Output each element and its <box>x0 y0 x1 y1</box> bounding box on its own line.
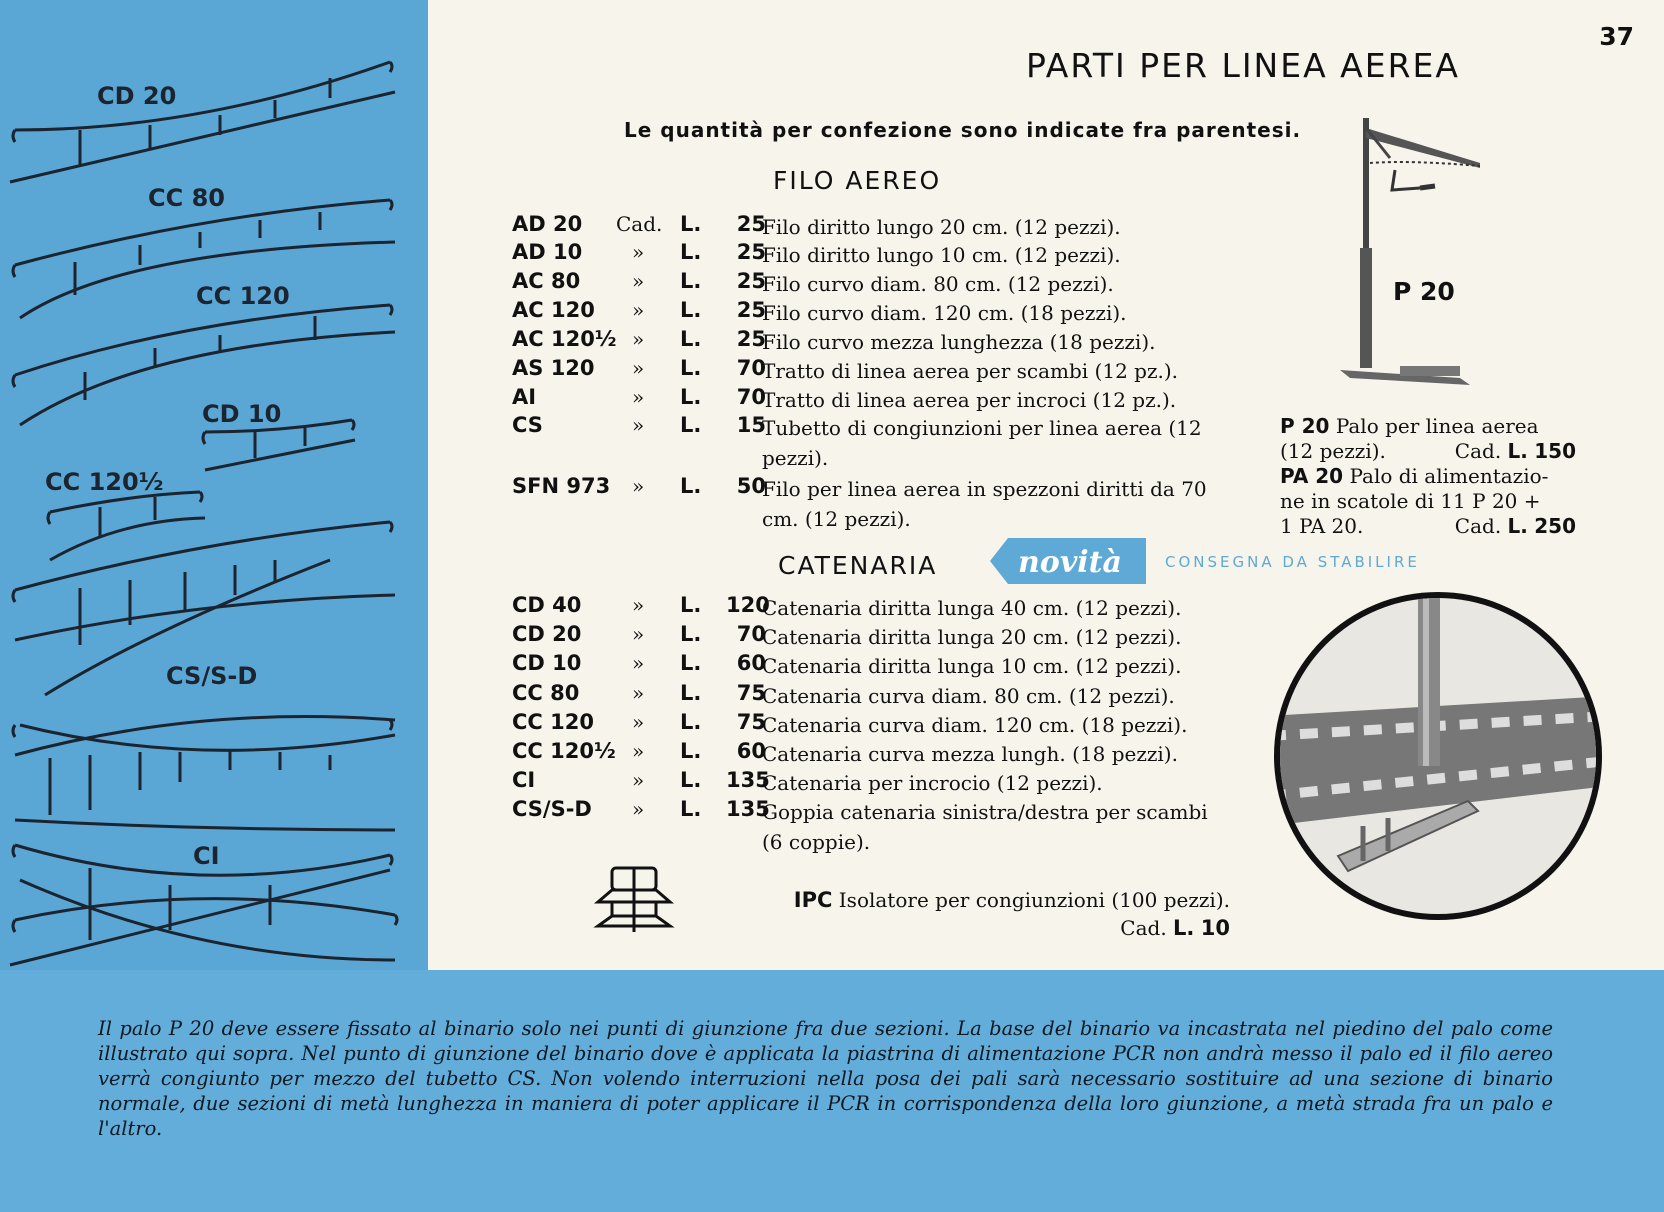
price: 120 <box>726 593 770 617</box>
installation-note: Il palo P 20 deve essere fissato al binario solo nei punti di giunzione fra due sezioni. La base del binario va incastrata nel piedino del palo come illustrato qui sopra. Nel punto di giunzione del binario dove è applicata la piastrina di alimentazione PCR non andrà messo il palo ed il filo aereo verrà congiunto per mezzo del tubetto CS. Non volendo interruzioni nella posa dei pali sarà necessario sostituire ad una sezione di binario normale, due sezioni di metà lunghezza in maniera di poter applicare il PCR in corrispondenza della loro giunzione, a metà strada fra un palo e l'altro. <box>98 1017 1553 1140</box>
product-code: CI <box>512 768 536 792</box>
unit-label: » <box>632 797 645 821</box>
description: Filo curvo diam. 80 cm. (12 pezzi). <box>762 272 1114 296</box>
p20-currency: L. <box>1507 439 1528 463</box>
description: Goppia catenaria sinistra/destra per scambi (6 coppie). <box>762 800 1208 854</box>
diagram-label-cc120half: CC 120½ <box>45 468 164 496</box>
currency: L. <box>680 593 702 617</box>
diagram-label-cssd: CS/S-D <box>166 662 258 690</box>
unit-label: » <box>632 739 645 763</box>
currency: L. <box>680 622 702 646</box>
page-title: PARTI PER LINEA AEREA <box>1026 46 1460 85</box>
currency: L. <box>680 474 702 498</box>
unit-label: » <box>632 385 645 409</box>
p20-text-2: (12 pezzi). <box>1280 439 1386 463</box>
currency: L. <box>680 651 702 675</box>
currency: L. <box>680 212 702 236</box>
currency: L. <box>680 739 702 763</box>
section-heading-catenaria: CATENARIA <box>778 551 938 580</box>
product-row <box>512 474 1242 534</box>
product-code: CC 80 <box>512 681 580 705</box>
ipc-description: Isolatore per congiunzioni (100 pezzi). <box>838 888 1230 912</box>
unit-label: » <box>632 240 645 264</box>
price: 135 <box>726 797 770 821</box>
ipc-price: 10 <box>1200 916 1230 940</box>
quantity-note: Le quantità per confezione sono indicate fra parentesi. <box>624 118 1302 142</box>
unit-label: » <box>632 327 645 351</box>
ipc-currency: L. <box>1173 916 1195 940</box>
price: 70 <box>736 356 766 380</box>
description: Catenaria diritta lunga 20 cm. (12 pezzi). <box>762 625 1182 649</box>
currency: L. <box>680 327 702 351</box>
novita-badge <box>990 538 1146 584</box>
pa20-unit: Cad. <box>1454 514 1502 538</box>
unit-label: Cad. <box>616 212 663 236</box>
description: Catenaria diritta lunga 10 cm. (12 pezzi). <box>762 654 1182 678</box>
product-row <box>512 240 1242 268</box>
pa20-code: PA 20 <box>1280 464 1344 488</box>
page-number: 37 <box>1599 22 1634 51</box>
p20-label: P 20 <box>1393 277 1455 306</box>
currency: L. <box>680 768 702 792</box>
diagram-label-ci: CI <box>193 842 220 870</box>
product-row <box>512 681 1242 709</box>
p20-unit: Cad. <box>1454 439 1502 463</box>
pa20-currency: L. <box>1507 514 1528 538</box>
price: 60 <box>736 651 766 675</box>
ipc-unit: Cad. <box>1120 916 1167 940</box>
product-row <box>512 768 1242 796</box>
description: Catenaria curva diam. 80 cm. (12 pezzi). <box>762 684 1175 708</box>
novita-badge-text: novità <box>1018 545 1122 580</box>
product-code: SFN 973 <box>512 474 611 498</box>
product-row <box>512 212 1242 240</box>
currency: L. <box>680 681 702 705</box>
unit-label: » <box>632 269 645 293</box>
product-code: CD 20 <box>512 622 582 646</box>
price: 25 <box>736 269 766 293</box>
price: 25 <box>736 240 766 264</box>
price: 75 <box>736 710 766 734</box>
product-code: AC 120 <box>512 298 595 322</box>
product-code: AS 120 <box>512 356 595 380</box>
description: Catenaria diritta lunga 40 cm. (12 pezzi). <box>762 596 1182 620</box>
unit-label: » <box>632 651 645 675</box>
unit-label: » <box>632 768 645 792</box>
unit-label: » <box>632 681 645 705</box>
p20-price: 150 <box>1534 439 1576 463</box>
description: Catenaria curva mezza lungh. (18 pezzi). <box>762 742 1178 766</box>
price: 25 <box>736 212 766 236</box>
product-code: CD 40 <box>512 593 582 617</box>
p20-code: P 20 <box>1280 414 1330 438</box>
product-code: CS/S-D <box>512 797 592 821</box>
product-row <box>512 797 1242 857</box>
currency: L. <box>680 240 702 264</box>
price: 70 <box>736 385 766 409</box>
product-row <box>512 651 1242 679</box>
description: Tratto di linea aerea per incroci (12 pz.). <box>762 388 1177 412</box>
currency: L. <box>680 710 702 734</box>
product-row <box>512 327 1242 355</box>
diagram-label-cc120: CC 120 <box>196 282 290 310</box>
p20-description <box>1280 414 1576 539</box>
product-row <box>512 385 1242 413</box>
currency: L. <box>680 356 702 380</box>
unit-label: » <box>632 710 645 734</box>
price: 25 <box>736 327 766 351</box>
unit-label: » <box>632 593 645 617</box>
pa20-text-1: Palo di alimentazio- <box>1349 464 1549 488</box>
unit-label: » <box>632 622 645 646</box>
currency: L. <box>680 298 702 322</box>
description: Catenaria per incrocio (12 pezzi). <box>762 771 1103 795</box>
description: Filo curvo mezza lunghezza (18 pezzi). <box>762 330 1156 354</box>
product-code: AI <box>512 385 537 409</box>
diagram-label-cd10: CD 10 <box>202 400 282 428</box>
product-row <box>512 622 1242 650</box>
price: 15 <box>736 413 766 437</box>
delivery-note: CONSEGNA DA STABILIRE <box>1165 553 1420 571</box>
product-code: AC 80 <box>512 269 581 293</box>
unit-label: » <box>632 298 645 322</box>
diagram-label-cc80: CC 80 <box>148 184 225 212</box>
product-code: CC 120 <box>512 710 594 734</box>
diagram-label-cd20: CD 20 <box>97 82 177 110</box>
unit-label: » <box>632 356 645 380</box>
price: 60 <box>736 739 766 763</box>
description: Catenaria curva diam. 120 cm. (18 pezzi). <box>762 713 1188 737</box>
product-code: AD 20 <box>512 212 583 236</box>
product-code: AD 10 <box>512 240 583 264</box>
product-row <box>512 356 1242 384</box>
product-row <box>512 269 1242 297</box>
product-row <box>512 593 1242 621</box>
unit-label: » <box>632 474 645 498</box>
product-code: CC 120½ <box>512 739 616 763</box>
unit-label: » <box>632 413 645 437</box>
price: 135 <box>726 768 770 792</box>
p20-text-1: Palo per linea aerea <box>1335 414 1539 438</box>
product-code: CD 10 <box>512 651 582 675</box>
pa20-text-3: 1 PA 20. <box>1280 514 1364 538</box>
ipc-block <box>760 886 1230 942</box>
track-detail-photo <box>1268 586 1608 926</box>
currency: L. <box>680 269 702 293</box>
product-code: AC 120½ <box>512 327 617 351</box>
price: 25 <box>736 298 766 322</box>
pa20-price: 250 <box>1534 514 1576 538</box>
description: Tratto di linea aerea per scambi (12 pz.). <box>762 359 1179 383</box>
description: Filo diritto lungo 20 cm. (12 pezzi). <box>762 215 1121 239</box>
section-heading-filo: FILO AEREO <box>773 166 942 195</box>
ipc-code: IPC <box>793 888 833 912</box>
description: Filo curvo diam. 120 cm. (18 pezzi). <box>762 301 1127 325</box>
pa20-text-2: ne in scatole di 11 P 20 + <box>1280 489 1541 513</box>
currency: L. <box>680 413 702 437</box>
insulator-icon <box>594 862 674 932</box>
currency: L. <box>680 797 702 821</box>
currency: L. <box>680 385 702 409</box>
description: Filo per linea aerea in spezzoni diritti da 70 cm. (12 pezzi). <box>762 477 1207 531</box>
description: Filo diritto lungo 10 cm. (12 pezzi). <box>762 243 1121 267</box>
price: 75 <box>736 681 766 705</box>
product-code: CS <box>512 413 543 437</box>
price: 50 <box>736 474 766 498</box>
product-row <box>512 710 1242 738</box>
price: 70 <box>736 622 766 646</box>
product-row <box>512 413 1242 473</box>
description: Tubetto di congiunzioni per linea aerea (12 pezzi). <box>762 416 1202 470</box>
product-row <box>512 298 1242 326</box>
product-row <box>512 739 1242 767</box>
p20-pole-illustration <box>1340 108 1530 388</box>
